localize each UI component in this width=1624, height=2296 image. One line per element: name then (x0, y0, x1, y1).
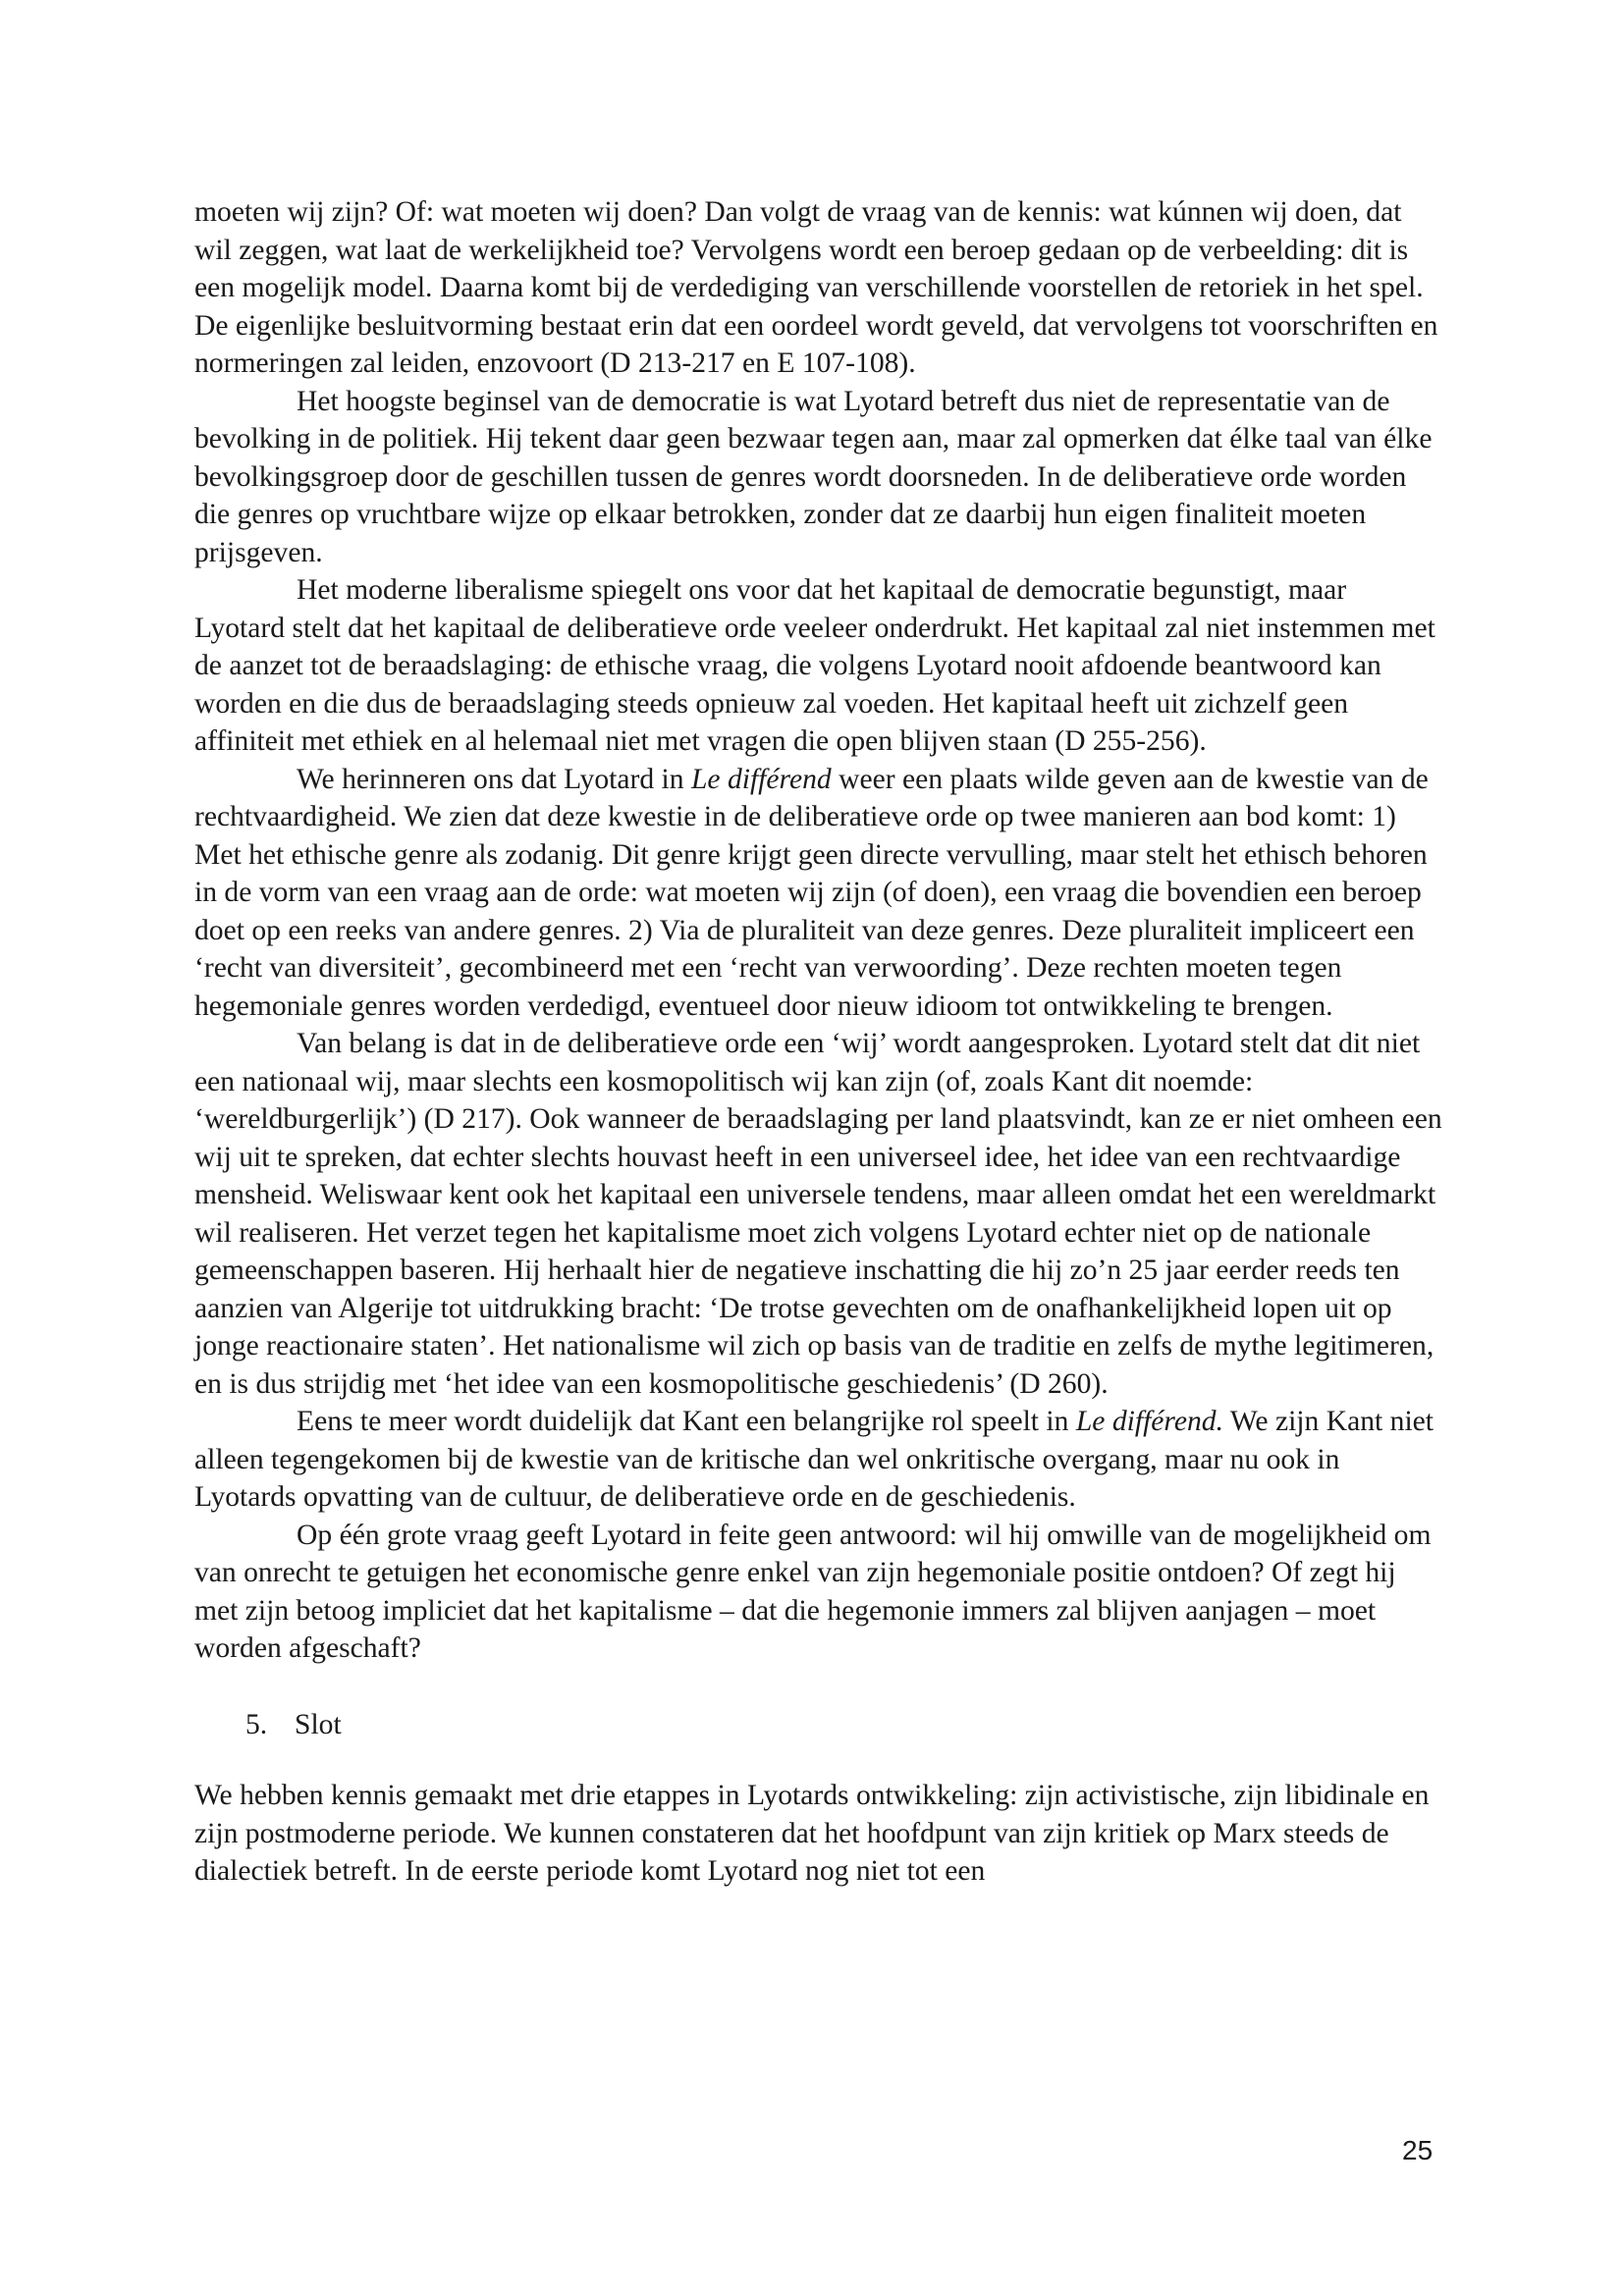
paragraph-6-text-b: We zijn Kant niet alleen tegengekomen bij de kwestie van de kritische dan wel onkritische overgang, maar nu ook in Lyotards opvatting van de cultuur, de deliberatieve orde en de geschiedenis. (194, 1406, 1435, 1513)
paragraph-5: Van belang is dat in de deliberatieve orde een ‘wij’ wordt aangesproken. Lyotard stelt dat dit niet een nationaal wij, maar slechts een kosmopolitisch wij kan zijn (of, zoals Kant dit noemde: ‘wereldburgerlijk’) (D 217). Ook wanneer de beraadslaging per land plaatsvindt, kan ze er niet omheen een wij uit te spreken, dat echter slechts houvast heeft in een universeel idee, het idee van een rechtvaardige mensheid. Weliswaar kent ook het kapitaal een universele tendens, maar alleen omdat het een wereldmarkt wil realiseren. Het verzet tegen het kapitalisme moet zich volgens Lyotard echter niet op de nationale gemeenschappen baseren. Hij herhaalt hier de negatieve inschatting die hij zo’n 25 jaar eerder reeds ten aanzien van Algerije tot uitdrukking bracht: ‘De trotse gevechten om de onafhankelijkheid lopen uit op jonge reactionaire staten’. Het nationalisme wil zich op basis van de traditie en zelfs de mythe legitimeren, en is dus strijdig met ‘het idee van een kosmopolitische geschiedenis’ (D 260). (194, 1028, 1442, 1400)
paragraph-6-text-a: Eens te meer wordt duidelijk dat Kant een belangrijke rol speelt in (297, 1406, 1076, 1437)
paragraph-3: Het moderne liberalisme spiegelt ons voor dat het kapitaal de democratie begunstigt, maar Lyotard stelt dat het kapitaal de deliberatieve orde veeleer onderdrukt. Het kapitaal zal niet instemmen met de aanzet tot de beraadslaging: de ethische vraag, die volgens Lyotard nooit afdoende beantwoord kan worden en die dus de beraadslaging steeds opnieuw zal voeden. Het kapitaal heeft uit zichzelf geen affiniteit met ethiek en al helemaal niet met vragen die open blijven staan (D 255-256). (194, 574, 1435, 757)
page-number: 25 (1402, 2135, 1434, 2165)
paragraph-8: We hebben kennis gemaakt met drie etappes in Lyotards ontwikkeling: zijn activistische, zijn libidinale en zijn postmoderne periode. We kunnen constateren dat het hoofdpunt van zijn kritiek op Marx steeds de dialectiek betreft. In de eerste periode komt Lyotard nog niet tot een (194, 1780, 1430, 1887)
book-title-le-differend-2: Le différend. (1075, 1406, 1223, 1437)
paragraph-7: Op één grote vraag geeft Lyotard in feite geen antwoord: wil hij omwille van de mogelijkheid om van onrecht te getuigen het economische genre enkel van zijn hegemoniale positie ontdoen? Of zegt hij met zijn betoog impliciet dat het kapitalisme – dat die hegemonie immers zal blijven aanjagen – moet worden afgeschaft? (194, 1519, 1432, 1664)
book-title-le-differend: Le différend (690, 763, 832, 795)
paragraph-6 (194, 1403, 1443, 1517)
paragraph-4-text-b: weer een plaats wilde geven aan de kwestie van de rechtvaardigheid. We zien dat deze kwestie in de deliberatieve orde op twee manieren aan bod komt: 1) Met het ethische genre als zodanig. Dit genre krijgt geen directe vervulling, maar stelt het ethisch behoren in de vorm van een vraag aan de orde: wat moeten wij zijn (of doen), een vraag die bovendien een beroep doet op een reeks van andere genres. 2) Via de pluraliteit van deze genres. Deze pluraliteit impliceert een ‘recht van diversiteit’, gecombineerd met een ‘recht van verwoording’. Deze rechten moeten tegen hegemoniale genres worden verdedigd, eventueel door nieuw idioom tot ontwikkeling te brengen. (194, 763, 1429, 1022)
section-title: Slot (295, 1708, 342, 1740)
section-heading (194, 1706, 1443, 1744)
paragraph-2: Het hoogste beginsel van de democratie is wat Lyotard betreft dus niet de representatie van de bevolking in de politiek. Hij tekent daar geen bezwaar tegen aan, maar zal opmerken dat élke taal van élke bevolkingsgroep door de geschillen tussen de genres wordt doorsneden. In de deliberatieve orde worden die genres op vruchtbare wijze op elkaar betrokken, zonder dat ze daarbij hun eigen finaliteit moeten prijsgeven. (194, 385, 1433, 568)
paragraph-4-text-a: We herinneren ons dat Lyotard in (297, 763, 691, 795)
paragraph-4 (194, 761, 1443, 1026)
section-number: 5. (245, 1708, 268, 1740)
paragraph-1: moeten wij zijn? Of: wat moeten wij doen? Dan volgt de vraag van de kennis: wat kúnnen wij doen, dat wil zeggen, wat laat de werkelijkheid toe? Vervolgens wordt een beroep gedaan op de verbeelding: dit is een mogelijk model. Daarna komt bij de verdediging van verschillende voorstellen de retoriek in het spel. De eigenlijke besluitvorming bestaat erin dat een oordeel wordt geveld, dat vervolgens tot voorschriften en normeringen zal leiden, enzovoort (D 213-217 en E 107-108). (194, 196, 1438, 379)
page-body (194, 193, 1443, 1891)
